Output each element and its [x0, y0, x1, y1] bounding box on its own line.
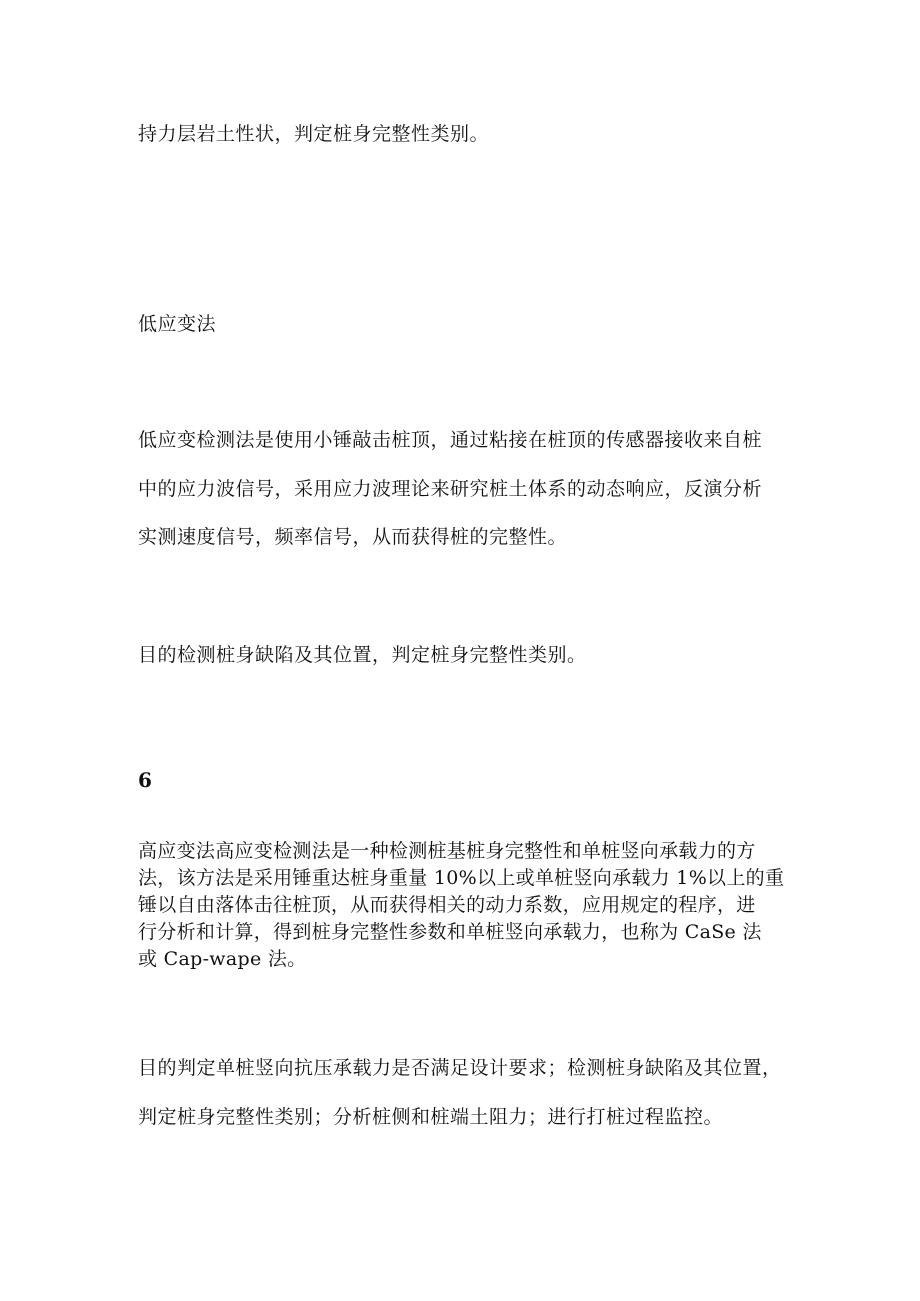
- high-strain-purpose-line-2: 判定桩身完整性类别；分析桩侧和桩端土阻力；进行打桩过程监控。: [138, 1106, 724, 1128]
- high-strain-desc-line-5: 或 Cap-wape 法。: [138, 948, 307, 970]
- high-strain-desc-line-3: 锤以自由落体击往桩顶，从而获得相关的动力系数，应用规定的程序，进: [138, 894, 756, 916]
- paragraph-bearing-layer: 持力层岩土性状，判定桩身完整性类别。: [138, 123, 490, 145]
- high-strain-desc-line-4: 行分析和计算，得到桩身完整性参数和单桩竖向承载力，也称为 CaSe 法: [138, 921, 762, 943]
- heading-low-strain-method: 低应变法: [138, 313, 217, 335]
- section-number: 6: [138, 768, 152, 792]
- low-strain-desc-line-3: 实测速度信号，频率信号，从而获得桩的完整性。: [138, 526, 568, 548]
- high-strain-purpose-line-1: 目的判定单桩竖向抗压承载力是否满足设计要求；检测桩身缺陷及其位置，: [138, 1057, 782, 1079]
- low-strain-desc-line-2: 中的应力波信号，采用应力波理论来研究桩土体系的动态响应，反演分析: [138, 478, 763, 500]
- low-strain-purpose: 目的检测桩身缺陷及其位置，判定桩身完整性类别。: [138, 644, 587, 666]
- high-strain-desc-line-1: 高应变法高应变检测法是一种检测桩基桩身完整性和单桩竖向承载力的方: [138, 840, 756, 862]
- high-strain-description: [138, 838, 798, 973]
- low-strain-desc-line-1: 低应变检测法是使用小锤敲击桩顶，通过粘接在桩顶的传感器接收来自桩: [138, 429, 763, 451]
- high-strain-desc-line-2: 法，该方法是采用锤重达桩身重量 10%以上或单桩竖向承载力 1%以上的重: [138, 867, 785, 889]
